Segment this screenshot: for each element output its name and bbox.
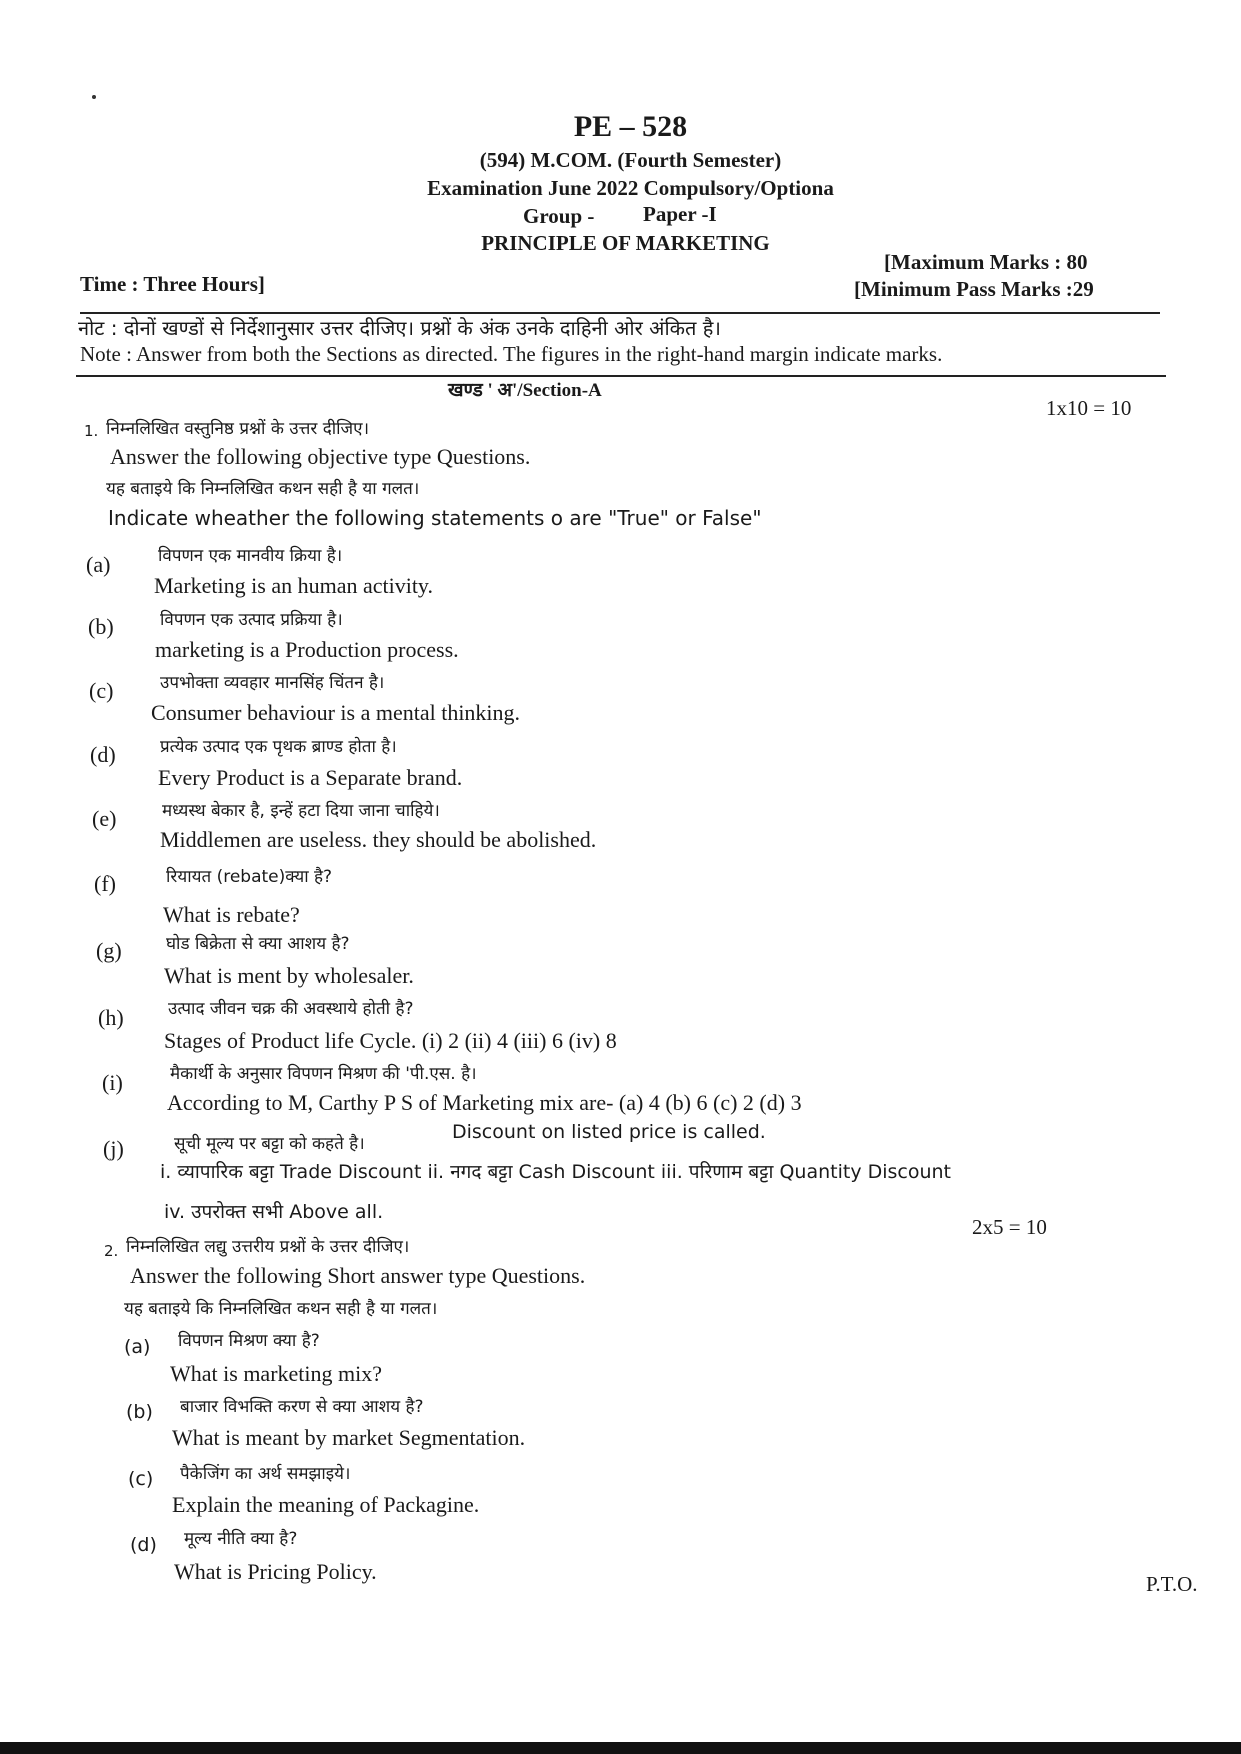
q1-item-d-english: Every Product is a Separate brand. — [158, 765, 463, 790]
q1-item-j-options-2: iv. उपरोक्त सभी Above all. — [164, 1201, 384, 1223]
q1-item-d-hindi: प्रत्येक उत्पाद एक पृथक ब्राण्ड होता है। — [160, 737, 397, 757]
q1-item-c-hindi: उपभोक्ता व्यवहार मानसिंह चिंतन है। — [160, 673, 385, 693]
q2-item-c-label: (c) — [128, 1468, 154, 1490]
q2-item-a-english: What is marketing mix? — [170, 1361, 382, 1386]
max-marks: [Maximum Marks : 80 — [884, 250, 1088, 274]
q1-item-e-hindi: मध्यस्थ बेकार है, इन्हें हटा दिया जाना चाहिये। — [162, 801, 440, 821]
q2-marks: 2x5 = 10 — [972, 1215, 1047, 1239]
scan-border — [0, 1742, 1241, 1754]
q1-item-h-label: (h) — [98, 1005, 124, 1030]
q1-item-b-english: marketing is a Production process. — [155, 637, 459, 662]
q1-english2: Indicate wheather the following statements o are "True" or False" — [108, 506, 762, 530]
course-title: (594) M.COM. (Fourth Semester) — [479, 148, 782, 172]
q2-item-a-hindi: विपणन मिश्रण क्या है? — [178, 1331, 320, 1351]
q1-item-d-label: (d) — [90, 742, 116, 767]
q1-item-h-english: Stages of Product life Cycle. (i) 2 (ii) 4 (iii) 6 (iv) 8 — [164, 1028, 617, 1053]
q1-item-a-hindi: विपणन एक मानवीय क्रिया है। — [158, 546, 343, 566]
scan-speck — [92, 95, 96, 99]
q1-item-g-english: What is ment by wholesaler. — [164, 963, 414, 988]
q1-item-j-options-1: i. व्यापारिक बट्टा Trade Discount ii. नगद बट्टा Cash Discount iii. परिणाम बट्टा Quantity Discount — [160, 1161, 952, 1183]
q1-marks: 1x10 = 10 — [1046, 396, 1132, 420]
q1-item-j-hindi: सूची मूल्य पर बट्टा को कहते है। — [174, 1134, 365, 1154]
q1-english: Answer the following objective type Questions. — [110, 444, 531, 469]
q1-item-f-label: (f) — [94, 871, 116, 896]
q1-item-i-english: According to M, Carthy P S of Marketing mix are- (a) 4 (b) 6 (c) 2 (d) 3 — [167, 1090, 802, 1115]
exam-title: Examination June 2022 Compulsory/Optiona — [427, 176, 834, 200]
paper-code: PE – 528 — [573, 110, 688, 143]
q2-hindi: निम्नलिखित लद्यु उत्तरीय प्रश्नों के उत्तर दीजिए। — [126, 1237, 410, 1257]
q2-item-a-label: (a) — [124, 1336, 151, 1358]
rule-note — [76, 375, 1166, 377]
q1-item-g-label: (g) — [96, 938, 122, 963]
pto-label: P.T.O. — [1146, 1572, 1198, 1596]
q1-item-i-hindi: मैकार्थी के अनुसार विपणन मिश्रण की 'पी.एस. है। — [170, 1064, 477, 1084]
paper-label: Paper -I — [643, 202, 717, 226]
note-english: Note : Answer from both the Sections as directed. The figures in the right-hand margin indicate marks. — [80, 342, 943, 366]
q1-item-f-english: What is rebate? — [163, 902, 300, 927]
q1-item-j-english: Discount on listed price is called. — [452, 1121, 766, 1143]
q1-item-b-hindi: विपणन एक उत्पाद प्रक्रिया है। — [160, 610, 343, 630]
q1-item-b-label: (b) — [88, 614, 114, 639]
q2-item-b-english: What is meant by market Segmentation. — [172, 1425, 526, 1450]
q2-item-c-english: Explain the meaning of Packagine. — [172, 1492, 480, 1517]
q2-item-c-hindi: पैकेजिंग का अर्थ समझाइये। — [180, 1464, 351, 1484]
q1-item-c-label: (c) — [89, 678, 114, 703]
q2-english: Answer the following Short answer type Questions. — [130, 1263, 586, 1288]
time-label: Time : Three Hours] — [80, 272, 265, 296]
q2-item-d-english: What is Pricing Policy. — [174, 1559, 377, 1584]
q1-hindi: निम्नलिखित वस्तुनिष्ठ प्रश्नों के उत्तर दीजिए। — [106, 419, 370, 439]
q2-item-d-hindi: मूल्य नीति क्या है? — [184, 1529, 298, 1549]
q1-hindi2: यह बताइये कि निम्नलिखित कथन सही है या गलत। — [106, 479, 420, 499]
q1-number: 1. — [84, 422, 99, 440]
q2-hindi2: यह बताइये कि निम्नलिखित कथन सही है या गलत। — [124, 1299, 438, 1319]
q1-item-j-label: (j) — [103, 1136, 124, 1161]
section-a-title: खण्ड ' अ'/Section-A — [448, 380, 602, 401]
subject-title: PRINCIPLE OF MARKETING — [481, 231, 770, 255]
note-hindi: नोट : दोनों खण्डों से निर्देशानुसार उत्तर दीजिए। प्रश्नों के अंक उनके दाहिनी ओर अंकित है। — [78, 316, 721, 340]
min-marks: [Minimum Pass Marks :29 — [854, 277, 1094, 301]
group-label: Group - — [523, 204, 595, 228]
q2-item-d-label: (d) — [130, 1534, 157, 1556]
q2-number: 2. — [104, 1242, 119, 1260]
q1-item-i-label: (i) — [102, 1070, 123, 1095]
q2-item-b-hindi: बाजार विभक्ति करण से क्या आशय है? — [180, 1397, 424, 1417]
q2-item-b-label: (b) — [126, 1401, 153, 1423]
q1-item-c-english: Consumer behaviour is a mental thinking. — [151, 700, 521, 725]
q1-item-e-label: (e) — [92, 806, 117, 831]
q1-item-h-hindi: उत्पाद जीवन चक्र की अवस्थाये होती है? — [168, 999, 414, 1019]
q1-item-a-english: Marketing is an human activity. — [154, 573, 434, 598]
q1-item-a-label: (a) — [86, 552, 111, 577]
q1-item-e-english: Middlemen are useless. they should be abolished. — [160, 827, 597, 852]
q1-item-f-hindi: रियायत (rebate)क्या है? — [166, 867, 333, 887]
q1-item-g-hindi: घोड बिक्रेता से क्या आशय है? — [166, 934, 350, 954]
